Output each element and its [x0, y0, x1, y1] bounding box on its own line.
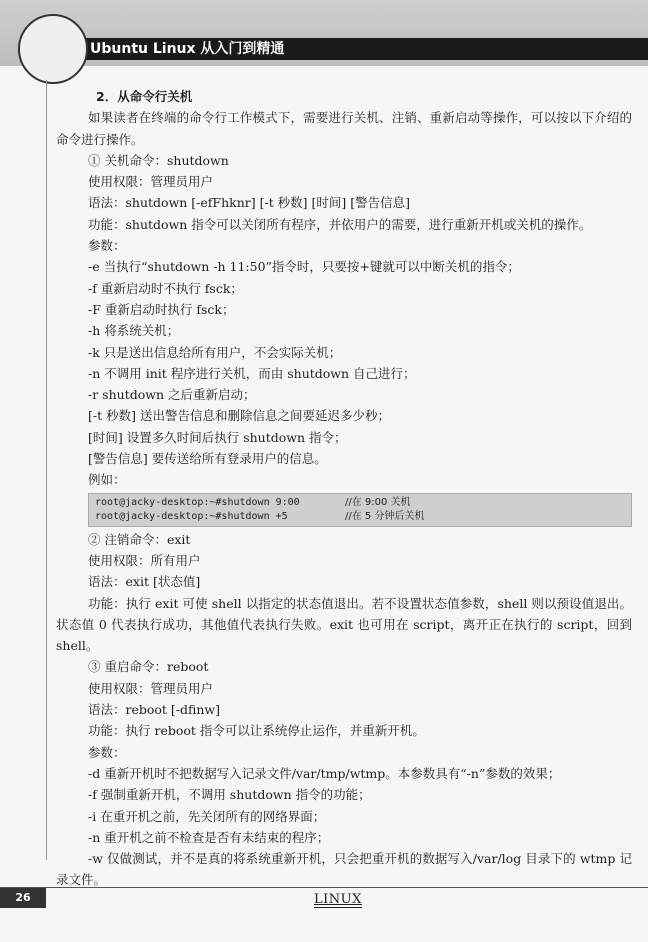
reboot-params-label: 参数： [88, 744, 126, 760]
param-item: -k 只是送出信息给所有用户，不会实际关机； [88, 344, 342, 360]
code-line [95, 496, 625, 510]
param-item-last: -w 仅做测试，并不是真的将系统重新开机，只会把重开机的数据写入/var/log 目录下的 wtmp 记录文件。 [56, 851, 632, 888]
exit-title: ② 注销命令：exit [88, 531, 191, 547]
param-item: [时间] 设置多久时间后执行 shutdown 指令； [88, 429, 347, 445]
book-title: Ubuntu Linux 从入门到精通 [90, 41, 285, 57]
code-block [88, 493, 632, 527]
margin-rule [46, 80, 47, 860]
param-item: -n 重开机之前不检查是否有未结束的程序； [88, 829, 330, 845]
exit-function: 功能：执行 exit 可使 shell 以指定的状态值退出。若不设置状态值参数，shell 则以预设值退出。状态值 0 代表执行成功，其他值代表执行失败。exit 也可用在 script，离开正在执行的 script，回到 shell。 [56, 595, 632, 654]
param-item: -h 将系统关机； [88, 323, 180, 339]
code-command: root@jacky-desktop:~#shutdown +5 [95, 510, 288, 522]
reboot-title: ③ 重启命令：reboot [88, 659, 209, 675]
footer-rule [0, 887, 648, 888]
page-body [56, 86, 632, 891]
param-item: -F 重新启动时执行 fsck； [88, 301, 235, 317]
exit-syntax: 语法：exit [状态值] [88, 574, 201, 590]
param-item: -r shutdown 之后重新启动； [88, 387, 256, 403]
exit-permission: 使用权限：所有用户 [88, 552, 201, 568]
penguin-logo-icon [18, 14, 88, 84]
linux-footer-logo: LINUX [314, 892, 362, 907]
param-item: -i 在重开机之前，先关闭所有的网络界面； [88, 808, 326, 824]
param-item: -d 重新开机时不把数据写入记录文件/var/tmp/wtmp。本参数具有“-n”参数的效果； [88, 765, 561, 781]
shutdown-syntax: 语法：shutdown [-efFhknr] [-t 秒数] [时间] [警告信息] [88, 195, 411, 211]
section-heading: 2．从命令行关机 [96, 89, 193, 104]
param-item: -e 当执行“shutdown -h 11:50”指令时，只要按+键就可以中断关机的指令； [88, 259, 520, 275]
param-item: [-t 秒数] 送出警告信息和删除信息之间要延迟多少秒； [88, 408, 390, 424]
param-item: -f 重新启动时不执行 fsck； [88, 280, 243, 296]
page-number: 26 [0, 888, 46, 908]
param-item: -n 不调用 init 程序进行关机，而由 shutdown 自己进行； [88, 365, 416, 381]
param-item: [警告信息] 要传送给所有登录用户的信息。 [88, 451, 327, 467]
shutdown-title: ① 关机命令：shutdown [88, 152, 229, 168]
reboot-function: 功能：执行 reboot 指令可以让系统停止运作，并重新开机。 [88, 723, 425, 739]
intro-paragraph: 如果读者在终端的命令行工作模式下，需要进行关机、注销、重新启动等操作，可以按以下介绍的命令进行操作。 [56, 110, 632, 147]
shutdown-params-label: 参数： [88, 238, 126, 254]
code-command: root@jacky-desktop:~#shutdown 9:00 [95, 496, 300, 508]
reboot-syntax: 语法：reboot [-dfinw] [88, 702, 220, 718]
code-comment: //在 9:00 关机 [345, 496, 411, 508]
code-line [95, 510, 625, 524]
param-item: -f 强制重新开机，不调用 shutdown 指令的功能； [88, 787, 371, 803]
reboot-permission: 使用权限：管理员用户 [88, 680, 214, 696]
code-comment: //在 5 分钟后关机 [345, 510, 425, 522]
example-label: 例如： [88, 472, 126, 488]
shutdown-function: 功能：shutdown 指令可以关闭所有程序，并依用户的需要，进行重新开机或关机的操作。 [88, 216, 592, 232]
shutdown-permission: 使用权限：管理员用户 [88, 174, 214, 190]
